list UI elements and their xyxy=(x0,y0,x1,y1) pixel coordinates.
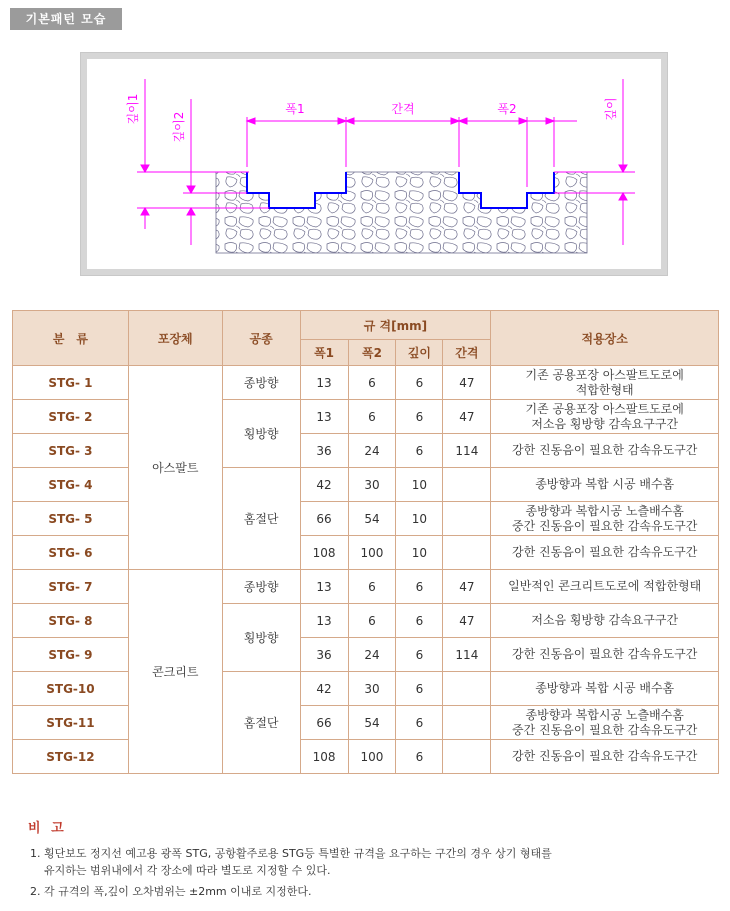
width1-cell: 66 xyxy=(300,502,348,536)
gap-cell: 47 xyxy=(443,366,491,400)
place-cell: 저소음 횡방향 감속요구구간 xyxy=(491,604,719,638)
pattern-diagram xyxy=(80,52,668,276)
place-cell: 강한 진동음이 필요한 감속유도구간 xyxy=(491,740,719,774)
width1-cell: 66 xyxy=(300,706,348,740)
section-title: 기본패턴 모습 xyxy=(10,8,122,30)
table-row xyxy=(13,604,719,638)
table-row xyxy=(13,468,719,502)
header-width2: 폭2 xyxy=(348,340,396,366)
place-cell: 종방향과 복합시공 노츨배수홈 중간 진동음이 필요한 감속유도구간 xyxy=(491,502,719,536)
width1-cell: 13 xyxy=(300,570,348,604)
method-cell: 홈절단 xyxy=(222,672,300,774)
width1-cell: 108 xyxy=(300,740,348,774)
row-code: STG- 1 xyxy=(13,366,129,400)
gap-cell xyxy=(443,740,491,774)
row-code: STG- 5 xyxy=(13,502,129,536)
width2-cell: 6 xyxy=(348,604,396,638)
place-cell: 강한 진동음이 필요한 감속유도구간 xyxy=(491,638,719,672)
group-concrete: 콘크리트 xyxy=(128,570,222,774)
place-cell: 기존 공용포장 아스팔트도로에 적합한형태 xyxy=(491,366,719,400)
table-row xyxy=(13,706,719,740)
row-code: STG-12 xyxy=(13,740,129,774)
label-depth: 깊이 xyxy=(604,97,618,121)
width1-cell: 42 xyxy=(300,468,348,502)
note-1-line-1: 1. 횡단보도 정지선 예고용 광폭 STG, 공항활주로용 STG등 특별한 규격을 요구하는 구간의 경우 상기 형태를 xyxy=(30,847,552,860)
spec-table xyxy=(12,310,719,774)
header-method: 공종 xyxy=(222,311,300,366)
header-place: 적용장소 xyxy=(491,311,719,366)
gap-cell: 114 xyxy=(443,434,491,468)
label-width1: 폭1 xyxy=(285,102,305,116)
row-code: STG- 3 xyxy=(13,434,129,468)
note-2: 2. 각 규격의 폭,깊이 오차범위는 ±2mm 이내로 지정한다. xyxy=(30,885,312,898)
depth-cell: 6 xyxy=(396,434,443,468)
depth-cell: 10 xyxy=(396,468,443,502)
table-row xyxy=(13,434,719,468)
row-code: STG- 2 xyxy=(13,400,129,434)
gap-cell xyxy=(443,468,491,502)
depth-cell: 6 xyxy=(396,570,443,604)
width2-cell: 6 xyxy=(348,366,396,400)
width2-cell: 100 xyxy=(348,740,396,774)
width1-cell: 13 xyxy=(300,366,348,400)
label-width2: 폭2 xyxy=(497,102,517,116)
gap-cell: 114 xyxy=(443,638,491,672)
method-cell: 횡방향 xyxy=(222,400,300,468)
table-row xyxy=(13,672,719,706)
depth-cell: 10 xyxy=(396,502,443,536)
place-cell: 종방향과 복합 시공 배수홈 xyxy=(491,672,719,706)
place-cell: 종방향과 복합 시공 배수홈 xyxy=(491,468,719,502)
table-row xyxy=(13,740,719,774)
label-depth1: 깊이1 xyxy=(126,93,140,125)
table-row xyxy=(13,366,719,400)
method-cell: 홈절단 xyxy=(222,468,300,570)
depth-cell: 6 xyxy=(396,740,443,774)
gap-cell xyxy=(443,502,491,536)
header-category: 분 류 xyxy=(13,311,129,366)
gap-cell: 47 xyxy=(443,570,491,604)
width1-cell: 13 xyxy=(300,604,348,638)
depth-cell: 6 xyxy=(396,604,443,638)
row-code: STG- 7 xyxy=(13,570,129,604)
row-code: STG- 6 xyxy=(13,536,129,570)
table-row xyxy=(13,502,719,536)
row-code: STG- 9 xyxy=(13,638,129,672)
place-cell: 기존 공용포장 아스팔트도로에 저소음 횡방향 감속요구구간 xyxy=(491,400,719,434)
width2-cell: 30 xyxy=(348,468,396,502)
group-asphalt: 아스팔트 xyxy=(128,366,222,570)
header-spec: 규 격[mm] xyxy=(300,311,491,340)
gap-cell xyxy=(443,536,491,570)
header-depth: 깊이 xyxy=(396,340,443,366)
gap-cell xyxy=(443,672,491,706)
width2-cell: 6 xyxy=(348,570,396,604)
method-cell: 종방향 xyxy=(222,366,300,400)
depth-cell: 10 xyxy=(396,536,443,570)
width2-cell: 30 xyxy=(348,672,396,706)
width2-cell: 24 xyxy=(348,434,396,468)
width2-cell: 100 xyxy=(348,536,396,570)
place-cell: 종방향과 복합시공 노츨배수홈 중간 진동음이 필요한 감속유도구간 xyxy=(491,706,719,740)
place-cell: 일반적인 콘크리트도로에 적합한형태 xyxy=(491,570,719,604)
row-code: STG- 8 xyxy=(13,604,129,638)
label-gap: 간격 xyxy=(391,102,415,116)
place-cell: 강한 진동음이 필요한 감속유도구간 xyxy=(491,434,719,468)
note-1-line-2: 유지하는 범위내에서 각 장소에 따라 별도로 지정할 수 있다. xyxy=(44,864,331,877)
label-depth2: 깊이2 xyxy=(172,111,186,143)
width2-cell: 24 xyxy=(348,638,396,672)
header-gap: 간격 xyxy=(443,340,491,366)
method-cell: 종방향 xyxy=(222,570,300,604)
width2-cell: 6 xyxy=(348,400,396,434)
width2-cell: 54 xyxy=(348,502,396,536)
table-row xyxy=(13,536,719,570)
method-cell: 횡방향 xyxy=(222,604,300,672)
header-pavement: 포장체 xyxy=(128,311,222,366)
depth-cell: 6 xyxy=(396,400,443,434)
width1-cell: 13 xyxy=(300,400,348,434)
depth-cell: 6 xyxy=(396,366,443,400)
header-width1: 폭1 xyxy=(300,340,348,366)
width2-cell: 54 xyxy=(348,706,396,740)
depth-cell: 6 xyxy=(396,706,443,740)
width1-cell: 108 xyxy=(300,536,348,570)
pavement-cross-section xyxy=(216,172,587,253)
remarks-title: 비 고 xyxy=(28,821,67,836)
width1-cell: 42 xyxy=(300,672,348,706)
row-code: STG- 4 xyxy=(13,468,129,502)
table-row xyxy=(13,400,719,434)
gap-cell xyxy=(443,706,491,740)
gap-cell: 47 xyxy=(443,400,491,434)
row-code: STG-11 xyxy=(13,706,129,740)
width1-cell: 36 xyxy=(300,434,348,468)
gap-cell: 47 xyxy=(443,604,491,638)
depth-cell: 6 xyxy=(396,638,443,672)
table-row xyxy=(13,638,719,672)
depth-cell: 6 xyxy=(396,672,443,706)
table-row xyxy=(13,570,719,604)
place-cell: 강한 진동음이 필요한 감속유도구간 xyxy=(491,536,719,570)
row-code: STG-10 xyxy=(13,672,129,706)
width1-cell: 36 xyxy=(300,638,348,672)
